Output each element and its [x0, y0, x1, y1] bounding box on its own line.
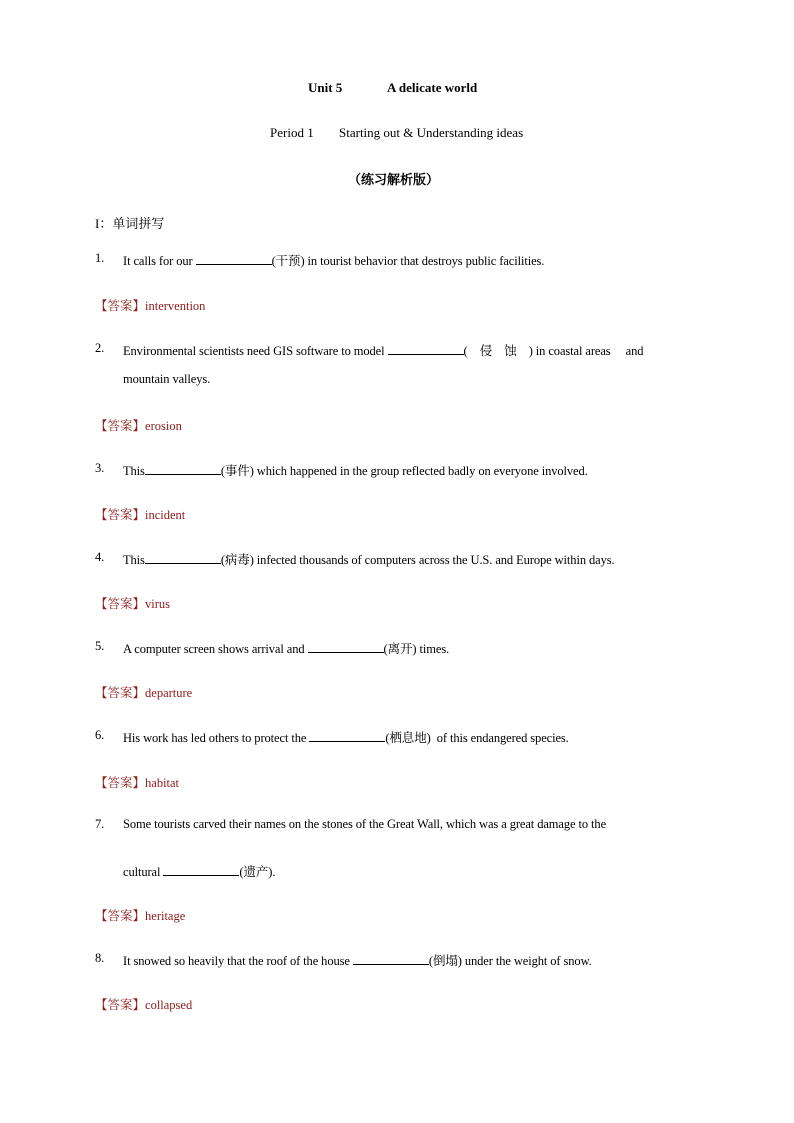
question-hint: (栖息地)	[385, 731, 431, 745]
question-before: This	[123, 464, 145, 478]
answer-text: collapsed	[145, 998, 193, 1012]
answer-line	[95, 594, 170, 612]
answer-line	[95, 773, 179, 791]
period-number: Period 1	[270, 125, 314, 140]
question-number: 7.	[95, 817, 105, 831]
question-text	[123, 341, 643, 359]
question-hint: ( 侵 蚀 )	[463, 344, 533, 358]
question-text-line2: mountain valleys.	[123, 372, 211, 386]
question-number: 8.	[95, 951, 105, 965]
answer-text: incident	[145, 508, 186, 522]
answer-text: virus	[145, 597, 171, 611]
question-after: .	[272, 865, 276, 879]
question-before: His work has led others to protect the	[123, 731, 310, 745]
answer-blank	[196, 253, 272, 265]
answer-blank	[388, 343, 464, 355]
answer-text: intervention	[145, 299, 206, 313]
question-hint: (病毒)	[220, 553, 254, 567]
unit-title: A delicate world	[387, 80, 478, 95]
answer-tag: 【答案】	[95, 909, 146, 923]
question-text	[123, 251, 544, 269]
answer-tag: 【答案】	[95, 686, 146, 700]
answer-tag: 【答案】	[95, 998, 146, 1012]
question-text: Some tourists carved their names on the stones of the Great Wall, which was a great damage to the	[123, 817, 607, 831]
question-before: cultural	[123, 865, 164, 879]
answer-line	[95, 296, 205, 314]
answer-line	[95, 416, 182, 434]
question-before: This	[123, 553, 145, 567]
answer-text: heritage	[145, 909, 186, 923]
question-number: 1.	[95, 251, 105, 265]
question-hint: (干预)	[271, 254, 305, 268]
period-title: Starting out & Understanding ideas	[339, 125, 524, 140]
question-after: infected thousands of computers across the U.S. and Europe within days.	[253, 553, 615, 567]
question-number: 6.	[95, 728, 105, 742]
question-number: 4.	[95, 550, 105, 564]
question-text	[123, 550, 615, 568]
question-hint: (事件)	[220, 464, 254, 478]
question-after: in coastal areas and	[532, 344, 644, 358]
question-text	[123, 951, 592, 969]
question-after: in tourist behavior that destroys public facilities.	[304, 254, 545, 268]
answer-text: habitat	[145, 776, 180, 790]
answer-text: erosion	[145, 419, 182, 433]
question-number: 3.	[95, 461, 105, 475]
answer-tag: 【答案】	[95, 299, 146, 313]
question-number: 2.	[95, 341, 105, 355]
question-before: A computer screen shows arrival and	[123, 642, 308, 656]
answer-blank	[145, 552, 221, 564]
question-before: It calls for our	[123, 254, 196, 268]
answer-line	[95, 995, 192, 1013]
answer-line	[95, 505, 185, 523]
answer-blank	[309, 730, 385, 742]
question-text	[123, 639, 449, 657]
question-number: 5.	[95, 639, 105, 653]
answer-blank	[308, 641, 384, 653]
answer-tag: 【答案】	[95, 597, 146, 611]
question-after: which happened in the group reflected badly on everyone involved.	[253, 464, 588, 478]
unit-number: Unit 5	[308, 80, 343, 95]
question-hint: (离开)	[383, 642, 417, 656]
version-label: （练习解析版）	[348, 172, 440, 187]
section-heading: I：单词拼写	[95, 216, 165, 231]
question-after: times.	[416, 642, 450, 656]
question-before: It snowed so heavily that the roof of the house	[123, 954, 353, 968]
question-text	[123, 461, 588, 479]
answer-tag: 【答案】	[95, 508, 146, 522]
question-before: Environmental scientists need GIS software to model	[123, 344, 388, 358]
answer-line	[95, 683, 192, 701]
answer-blank	[353, 953, 429, 965]
question-text	[123, 728, 569, 746]
answer-tag: 【答案】	[95, 419, 146, 433]
question-after: of this endangered species.	[430, 731, 569, 745]
answer-line	[95, 906, 185, 924]
answer-text: departure	[145, 686, 193, 700]
answer-tag: 【答案】	[95, 776, 146, 790]
question-hint: (遗产)	[239, 865, 273, 879]
question-after: under the weight of snow.	[461, 954, 592, 968]
question-hint: (倒塌)	[428, 954, 462, 968]
answer-blank	[163, 864, 239, 876]
question-text-line2	[123, 862, 275, 880]
answer-blank	[145, 463, 221, 475]
